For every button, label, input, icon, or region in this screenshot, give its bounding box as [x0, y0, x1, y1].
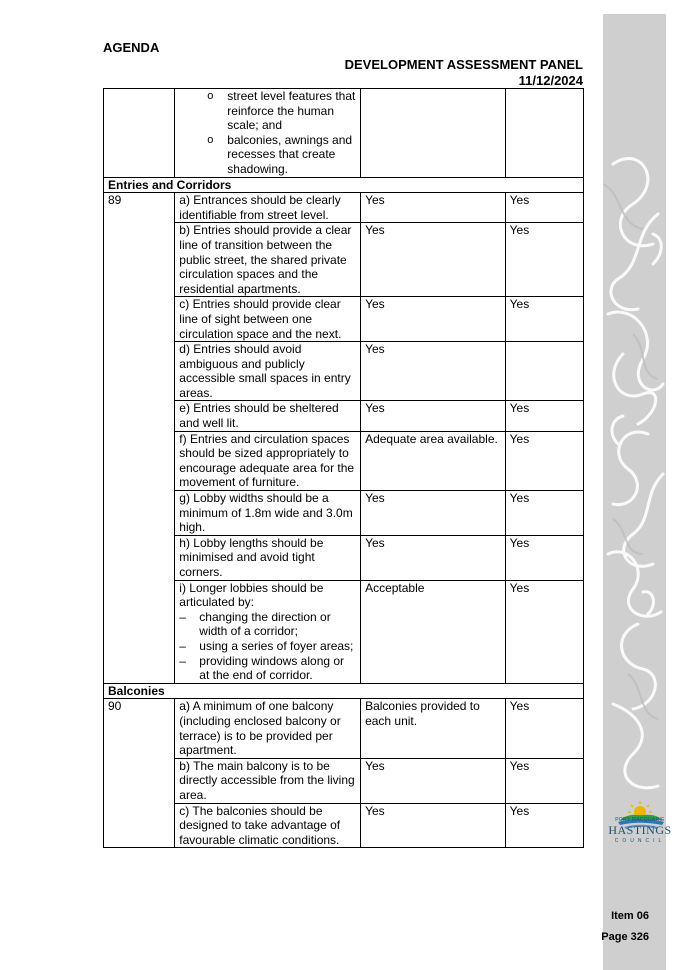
comment-cell: Yes: [361, 535, 506, 580]
table-row: [104, 223, 584, 297]
clause-number: 89: [104, 193, 175, 684]
requirement-cell: [175, 580, 361, 683]
complies-cell: [505, 342, 583, 401]
table-row: [104, 491, 584, 536]
section-heading-balconies: Balconies: [104, 683, 584, 699]
complies-cell: Yes: [505, 699, 583, 758]
requirement-cell: h) Lobby lengths should be minimised and avoid tight corners.: [175, 535, 361, 580]
section-row: [104, 683, 584, 699]
complies-cell: Yes: [505, 401, 583, 431]
list-item: o street level features that reinforce the human scale; and: [179, 89, 357, 133]
table-row: [104, 758, 584, 803]
lobby-intro: i) Longer lobbies should be articulated by:: [179, 580, 324, 610]
complies-cell: Yes: [505, 297, 583, 342]
logo-line-3: COUNCIL: [614, 838, 666, 844]
complies-cell: Yes: [505, 580, 583, 683]
requirement-cell: e) Entries should be sheltered and well lit.: [175, 401, 361, 431]
requirement-cell: a) Entrances should be clearly identifiable from street level.: [175, 193, 361, 223]
complies-cell: Yes: [505, 431, 583, 490]
agenda-heading: AGENDA: [103, 40, 160, 55]
requirement-cell: d) Entries should avoid ambiguous and publicly accessible small spaces in entry areas.: [175, 342, 361, 401]
page-number: Page 326: [601, 931, 649, 943]
requirement-cell: b) Entries should provide a clear line of transition between the public street, the shared private circulation spaces and the residential apartments.: [175, 223, 361, 297]
logo-line-1: PORT MACQUARIE: [615, 817, 665, 823]
requirement-cell: a) A minimum of one balcony (including enclosed balcony or terrace) is to be provided per apartment.: [175, 699, 361, 758]
comment-cell: Yes: [361, 193, 506, 223]
comment-cell: Adequate area available.: [361, 431, 506, 490]
comment-cell: Acceptable: [361, 580, 506, 683]
logo-line-2: HASTINGS: [608, 823, 672, 837]
complies-cell: Yes: [505, 223, 583, 297]
meeting-date: 11/12/2024: [518, 73, 583, 88]
table-row: [104, 401, 584, 431]
table-row: [104, 89, 584, 178]
requirement-cell: f) Entries and circulation spaces should be sized appropriately to encourage adequate area for the movement of furniture.: [175, 431, 361, 490]
list-item: – using a series of foyer areas;: [179, 639, 357, 654]
comment-cell: Balconies provided to each unit.: [361, 699, 506, 758]
comment-cell: Yes: [361, 758, 506, 803]
complies-cell: Yes: [505, 193, 583, 223]
panel-heading: DEVELOPMENT ASSESSMENT PANEL: [344, 57, 583, 72]
complies-cell: Yes: [505, 758, 583, 803]
complies-cell: Yes: [505, 803, 583, 848]
continued-list: [179, 89, 357, 177]
table-row: [104, 535, 584, 580]
table-row: [104, 699, 584, 758]
requirement-cell: [175, 89, 361, 178]
requirement-cell: b) The main balcony is to be directly accessible from the living area.: [175, 758, 361, 803]
lobby-list: [179, 610, 357, 683]
item-number: Item 06: [611, 910, 649, 922]
comment-cell: Yes: [361, 803, 506, 848]
table-row: [104, 803, 584, 848]
list-item: – providing windows along or at the end of corridor.: [179, 654, 357, 683]
requirement-cell: c) Entries should provide clear line of sight between one circulation space and the next.: [175, 297, 361, 342]
comment-cell: Yes: [361, 342, 506, 401]
list-item: o balconies, awnings and recesses that create shadowing.: [179, 133, 357, 177]
table-row: [104, 342, 584, 401]
complies-cell: [505, 89, 583, 178]
requirement-cell: c) The balconies should be designed to take advantage of favourable climatic conditions.: [175, 803, 361, 848]
comment-cell: Yes: [361, 297, 506, 342]
table-row: [104, 297, 584, 342]
list-item: – changing the direction or width of a corridor;: [179, 610, 357, 639]
table-row: [104, 193, 584, 223]
comment-cell: Yes: [361, 223, 506, 297]
number-cell: [104, 89, 175, 178]
section-heading-entries: Entries and Corridors: [104, 177, 584, 193]
table-row: [104, 580, 584, 683]
table-row: [104, 431, 584, 490]
comment-cell: [361, 89, 506, 178]
assessment-table: [103, 88, 584, 848]
complies-cell: Yes: [505, 491, 583, 536]
requirement-cell: g) Lobby widths should be a minimum of 1.8m wide and 3.0m high.: [175, 491, 361, 536]
comment-cell: Yes: [361, 491, 506, 536]
section-row: [104, 177, 584, 193]
complies-cell: Yes: [505, 535, 583, 580]
comment-cell: Yes: [361, 401, 506, 431]
clause-number: 90: [104, 699, 175, 848]
